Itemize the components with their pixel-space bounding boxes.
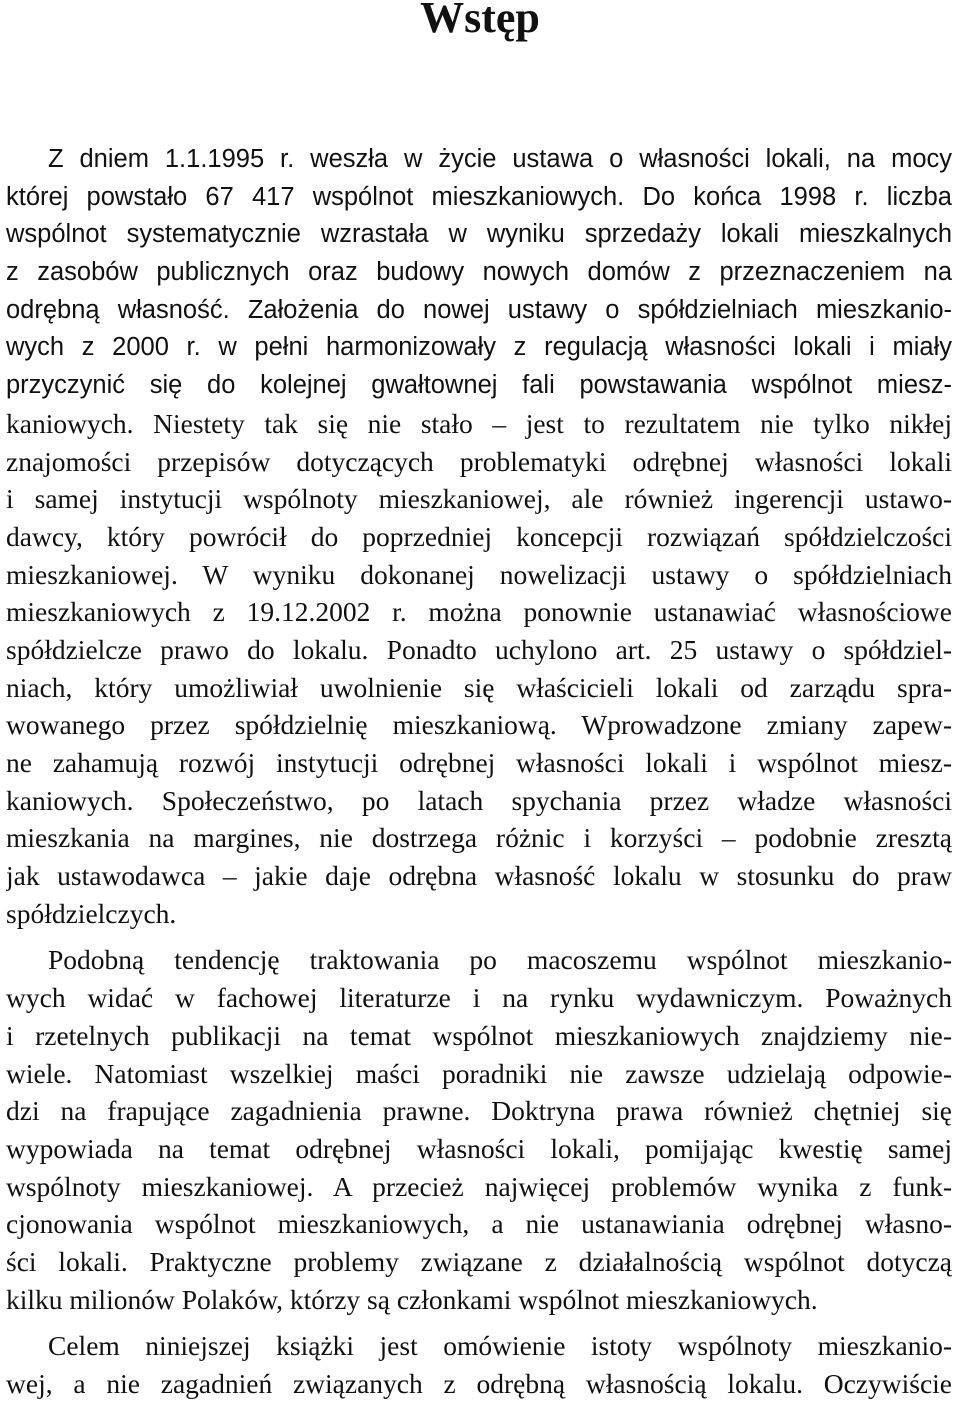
text-line: której powstało 67 417 wspólnot mieszkaniowych. Do końca 1998 r. liczba [6,182,952,211]
text-line: odrębną własność. Założenia do nowej ustawy o spółdzielniach mieszkanio- [6,295,952,324]
text-line: niach, który umożliwiał uwolnienie się właścicieli lokali od zarządu spra- [6,671,952,703]
text-line: kilku milionów Polaków, którzy są członkami wspólnot mieszkaniowych. [6,1283,818,1315]
text-line: przyczynić się do kolejnej gwałtownej fali powstawania wspólnot miesz- [6,371,952,400]
text-line: z zasobów publicznych oraz budowy nowych domów z przeznaczeniem na [6,258,952,287]
text-line: wych widać w fachowej literaturze i na rynku wydawniczym. Poważnych [6,982,952,1014]
text-line: ści lokali. Praktyczne problemy związane z działalnością wspólnot dotyczą [6,1245,952,1277]
text-line: dawcy, który powrócił do poprzedniej koncepcji rozwiązań spółdzielczości [6,520,952,552]
body-text [6,141,952,1403]
text-line: wspólnot systematycznie wzrastała w wyniku sprzedaży lokali mieszkalnych [6,220,952,249]
text-line: mieszkaniowych z 19.12.2002 r. można ponownie ustanawiać własnościowe [6,596,952,628]
text-line: kaniowych. Społeczeństwo, po latach spychania przez władze własności [6,784,952,816]
paragraph [6,941,952,1318]
text-line: mieszkaniowej. W wyniku dokonanej nowelizacji ustawy o spółdzielniach [6,558,952,590]
text-line: mieszkania na margines, nie dostrzega różnic i korzyści – podobnie zresztą [6,822,952,854]
text-line: wowanego przez spółdzielnię mieszkaniową. Wprowadzone zmiany zapew- [6,709,952,741]
text-line: kaniowych. Niestety tak się nie stało – jest to rezultatem nie tylko nikłej [6,407,952,439]
paragraph-gap [6,1318,952,1327]
text-line: dzi na frapujące zagadnienia prawne. Doktryna prawa również chętniej się [6,1095,952,1127]
text-line: jak ustawodawca – jakie daje odrębna własność lokalu w stosunku do praw [6,860,952,892]
text-line: Podobną tendencję traktowania po macoszemu wspólnot mieszkanio- [48,944,952,976]
text-line: znajomości przepisów dotyczących problematyki odrębnej własności lokali [6,445,952,477]
text-line: wypowiada na temat odrębnej własności lokali, pomijając kwestię samej [6,1132,952,1164]
text-line: spółdzielczych. [6,897,177,929]
text-line: Celem niniejszej książki jest omówienie istoty wspólnoty mieszkanio- [48,1330,952,1362]
text-line: wiele. Natomiast wszelkiej maści poradniki nie zawsze udzielają odpowie- [6,1057,952,1089]
text-line: spółdzielcze prawo do lokalu. Ponadto uchylono art. 25 ustawy o spółdziel- [6,633,952,665]
paragraph-gap [6,932,952,941]
text-line: cjonowania wspólnot mieszkaniowych, a nie ustanawiania odrębnej własno- [6,1208,952,1240]
text-line: wych z 2000 r. w pełni harmonizowały z regulacją własności lokali i miały [6,333,952,362]
paragraph [6,141,952,932]
text-line: i samej instytucji wspólnoty mieszkaniowej, ale również ingerencji ustawo- [6,483,952,515]
text-line: Z dniem 1.1.1995 r. weszła w życie ustawa o własności lokali, na mocy [48,145,952,173]
text-line: wej, a nie zagadnień związanych z odrębną własnością lokalu. Oczywiście [6,1368,952,1399]
paragraph [6,1327,952,1402]
text-line: i rzetelnych publikacji na temat wspólnot mieszkaniowych znajdziemy nie- [6,1019,952,1051]
page-title: Wstęp [420,0,540,42]
text-line: wspólnoty mieszkaniowej. A przecież najwięcej problemów wynika z funk- [6,1170,952,1202]
text-line: ne zahamują rozwój instytucji odrębnej własności lokali i wspólnot miesz- [6,747,952,778]
